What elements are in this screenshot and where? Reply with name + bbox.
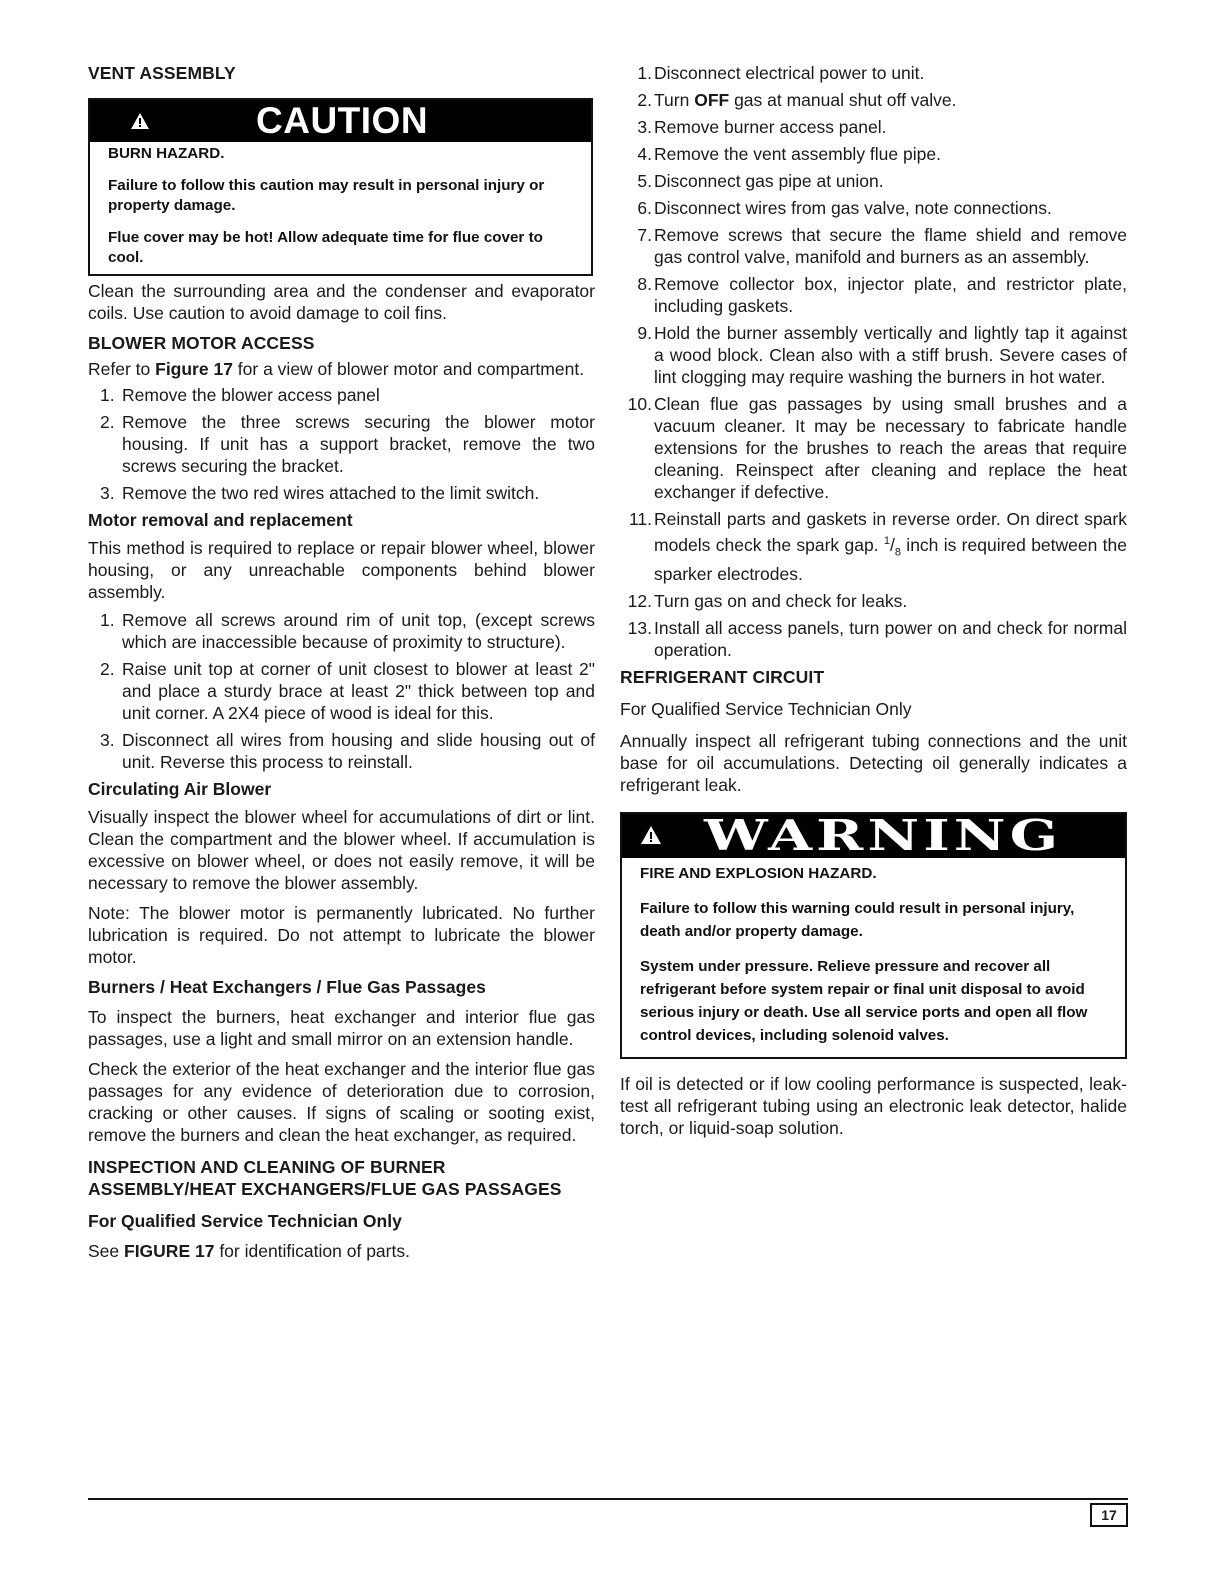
step-number: 13. xyxy=(627,618,652,639)
step-number: 11. xyxy=(628,509,652,529)
list-item xyxy=(620,508,1127,585)
list-item xyxy=(620,393,1127,503)
step-number: 1. xyxy=(100,610,115,630)
burners-heading: Burners / Heat Exchangers / Flue Gas Passages xyxy=(88,977,486,997)
blower-intro-pre: Refer to xyxy=(88,359,156,379)
list-item xyxy=(88,411,595,477)
step-text-post: gas at manual shut off valve. xyxy=(729,90,957,110)
see-figure-line xyxy=(88,1240,595,1262)
step-text: Remove the two red wires attached to the limit switch. xyxy=(122,483,540,503)
step-text: Clean flue gas passages by using small brushes and a vacuum cleaner. It may be necessary to fabricate handle extensions for the brushes to reach the areas that require cleaning. Reinspect after cleaning and replace the heat exchanger if defective. xyxy=(654,394,1127,502)
list-item xyxy=(620,617,1127,661)
step-text: Disconnect electrical power to unit. xyxy=(654,63,925,83)
left-column xyxy=(88,62,595,1262)
warning-header xyxy=(622,811,1125,861)
step-text: Remove all screws around rim of unit top, (except screws which are inaccessible because of proximity to structure). xyxy=(122,610,595,652)
step-text: Hold the burner assembly vertically and lightly tap it against a wood block. Clean also with a stiff brush. Severe cases of lint clogging may require washing the burners in hot water. xyxy=(654,323,1127,387)
warning-box xyxy=(620,812,1127,1059)
step-text: Turn gas on and check for leaks. xyxy=(654,591,908,612)
blower-intro xyxy=(88,358,595,380)
step-number: 3. xyxy=(100,483,115,503)
step-number: 10. xyxy=(627,394,652,414)
step-text: Remove the three screws securing the blower motor housing. If unit has a support bracket, remove the two screws securing the bracket. xyxy=(122,412,595,476)
warning-triangle-icon xyxy=(130,112,150,130)
motor-intro: This method is required to replace or repair blower wheel, blower housing, or any unreachable components behind blower assembly. xyxy=(88,538,595,602)
step-text-bold: OFF xyxy=(694,90,730,110)
step-number: 3. xyxy=(637,117,652,137)
list-item xyxy=(620,89,1127,111)
step-text: Remove the blower access panel xyxy=(122,385,380,405)
caution-header xyxy=(90,100,591,142)
caution-text-2: Flue cover may be hot! Allow adequate time for flue cover to cool. xyxy=(108,229,543,266)
circulating-paragraph: Visually inspect the blower wheel for accumulations of dirt or lint. Clean the compartment and the blower wheel. If accumulation is excessive on blower wheel, or does not easily remove, it will be necessary to remove the blower assembly. xyxy=(88,807,595,893)
motor-steps-list xyxy=(88,609,595,773)
list-item xyxy=(620,273,1127,317)
step-text: Install all access panels, turn power on and check for normal operation. xyxy=(654,618,1127,661)
motor-removal-heading: Motor removal and replacement xyxy=(88,510,353,530)
step-number: 6. xyxy=(637,198,652,218)
step-number: 8. xyxy=(637,274,652,294)
warning-hazard: FIRE AND EXPLOSION HAZARD. xyxy=(640,865,877,883)
step-number: 2. xyxy=(100,659,115,679)
lubrication-note: Note: The blower motor is permanently lubricated. No further lubrication is required. Do not attempt to lubricate the blower motor. xyxy=(88,903,595,967)
caution-body xyxy=(90,142,591,274)
list-item xyxy=(88,658,595,724)
inspection-cleaning-heading: INSPECTION AND CLEANING OF BURNER ASSEMBLY/HEAT EXCHANGERS/FLUE GAS PASSAGES xyxy=(88,1157,562,1199)
caution-text-1: Failure to follow this caution may result in personal injury or property damage. xyxy=(108,177,545,214)
see-pre: See xyxy=(88,1241,124,1261)
step-text: Disconnect gas pipe at union. xyxy=(654,171,884,191)
step-number: 5. xyxy=(637,171,652,191)
fraction-numerator: 1 xyxy=(883,535,890,547)
step-text: Raise unit top at corner of unit closest to blower at least 2" and place a sturdy brace at least 2" thick between top and unit corner. A 2X4 piece of wood is ideal for this. xyxy=(122,659,595,723)
step-number: 2. xyxy=(100,412,115,432)
list-item xyxy=(88,729,595,773)
step-number: 1. xyxy=(637,63,652,83)
list-item xyxy=(620,197,1127,219)
list-item xyxy=(620,62,1127,84)
burner-cleaning-steps xyxy=(620,62,1127,661)
burners-paragraph-2: Check the exterior of the heat exchanger and the interior flue gas passages for any evidence of deterioration due to corrosion, cracking or other causes. If signs of scaling or sooting exist, remove the burners and clean the heat exchanger, as required. xyxy=(88,1059,595,1145)
step-number: 2. xyxy=(637,90,652,110)
blower-steps-list xyxy=(88,384,595,504)
right-column xyxy=(620,62,1127,1139)
figure-reference: Figure 17 xyxy=(155,359,233,379)
blower-motor-access-heading: BLOWER MOTOR ACCESS xyxy=(88,333,315,353)
circulating-air-blower-heading: Circulating Air Blower xyxy=(88,779,272,799)
fraction-denominator: 8 xyxy=(894,546,901,559)
blower-intro-post: for a view of blower motor and compartment. xyxy=(232,359,585,379)
step-text: Disconnect wires from gas valve, note connections. xyxy=(654,198,1052,218)
warning-text-1: Failure to follow this warning could result in personal injury, death and/or property damage. xyxy=(640,900,1075,941)
step-text-pre: Turn xyxy=(654,90,695,110)
list-item xyxy=(88,482,595,504)
qualified-technician-heading: For Qualified Service Technician Only xyxy=(88,1211,402,1231)
clean-paragraph: Clean the surrounding area and the condenser and evaporator coils. Use caution to avoid damage to coil fins. xyxy=(88,281,595,323)
page-number: 17 xyxy=(1090,1503,1128,1527)
list-item xyxy=(620,322,1127,388)
caution-word: CAUTION xyxy=(256,100,429,141)
warning-body xyxy=(622,858,1125,1057)
list-item xyxy=(88,384,595,406)
step-text-pre: Reinstall parts and gaskets in reverse order. On direct spark models check the spark gap. xyxy=(654,509,1127,555)
caution-hazard: BURN HAZARD. xyxy=(108,145,225,162)
warning-text-2: System under pressure. Relieve pressure and recover all refrigerant before system repair or final unit disposal to avoid serious injury or death. Use all service ports and open all flow control devices, including solenoid valves. xyxy=(640,958,1088,1045)
vent-assembly-heading: VENT ASSEMBLY xyxy=(88,63,236,83)
list-item xyxy=(88,609,595,653)
step-number: 1. xyxy=(100,385,115,405)
list-item xyxy=(620,224,1127,268)
warning-triangle-icon xyxy=(640,825,662,845)
step-number: 12. xyxy=(627,591,652,612)
step-text-post: inch is required between the sparker electrodes. xyxy=(654,534,1127,585)
burners-paragraph-1: To inspect the burners, heat exchanger and interior flue gas passages, use a light and small mirror on an extension handle. xyxy=(88,1007,595,1049)
step-text: Disconnect all wires from housing and slide housing out of unit. Reverse this process to reinstall. xyxy=(122,730,595,772)
step-text: Remove screws that secure the flame shield and remove gas control valve, manifold and burners as an assembly. xyxy=(654,225,1127,267)
list-item xyxy=(620,143,1127,165)
refrigerant-circuit-heading: REFRIGERANT CIRCUIT xyxy=(620,667,825,688)
see-post: for identification of parts. xyxy=(214,1241,410,1261)
list-item xyxy=(620,116,1127,138)
figure-reference: FIGURE 17 xyxy=(124,1241,215,1261)
step-number: 7. xyxy=(637,225,652,245)
footer-divider xyxy=(88,1498,1128,1500)
step-number: 4. xyxy=(637,144,652,164)
step-number: 3. xyxy=(100,730,115,750)
step-text: Remove burner access panel. xyxy=(654,117,887,137)
list-item xyxy=(620,170,1127,192)
refrigerant-paragraph: Annually inspect all refrigerant tubing connections and the unit base for oil accumulations. Detecting oil generally indicates a refrigerant leak. xyxy=(620,731,1127,796)
step-number: 9. xyxy=(637,323,652,343)
fraction-slash: / xyxy=(890,534,895,555)
caution-box xyxy=(88,98,593,276)
step-text: Remove the vent assembly flue pipe. xyxy=(654,144,941,164)
list-item xyxy=(620,590,1127,612)
step-text: Remove collector box, injector plate, and restrictor plate, including gaskets. xyxy=(654,274,1127,316)
oil-detection-paragraph: If oil is detected or if low cooling performance is suspected, leak-test all refrigerant tubing using an electronic leak detector, halide torch, or liquid-soap solution. xyxy=(620,1074,1127,1139)
warning-word: WARNING xyxy=(704,811,1063,861)
refrigerant-qualified: For Qualified Service Technician Only xyxy=(620,699,912,720)
